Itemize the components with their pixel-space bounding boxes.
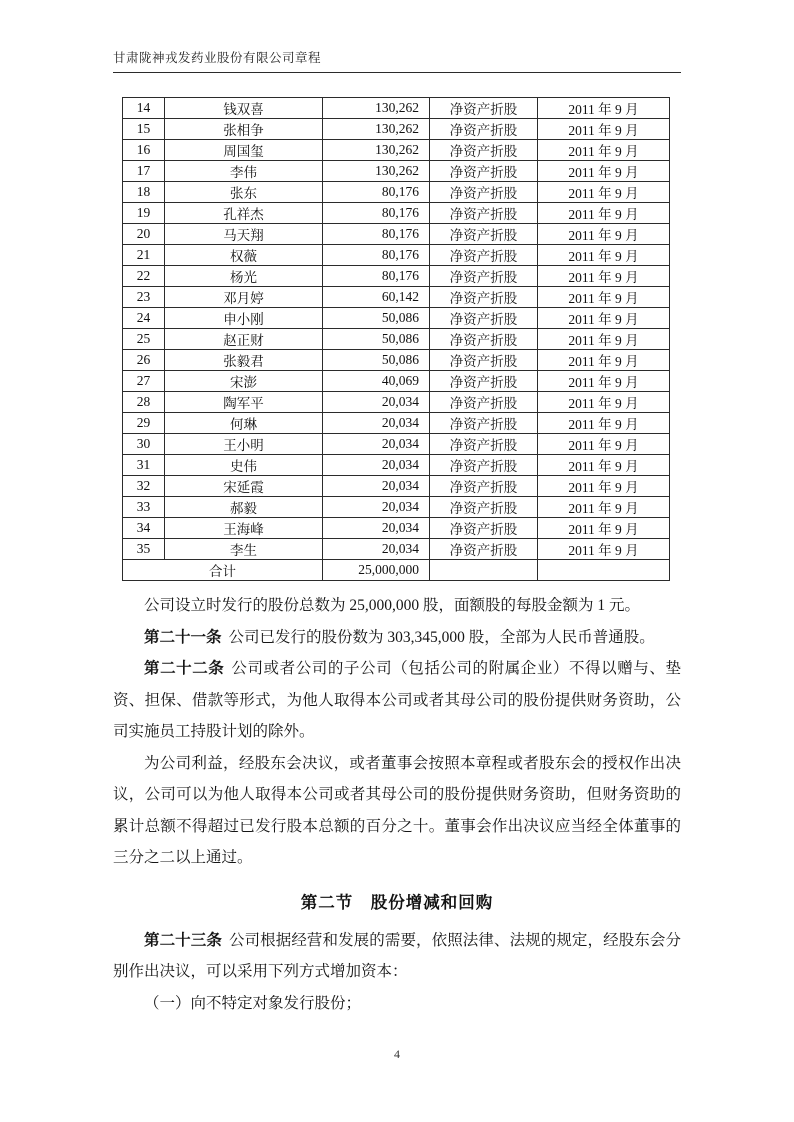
cell-method: 净资产折股 — [430, 245, 538, 266]
cell-shares: 60,142 — [323, 287, 430, 308]
cell-shares: 20,034 — [323, 497, 430, 518]
cell-method: 净资产折股 — [430, 224, 538, 245]
cell-no: 20 — [123, 224, 165, 245]
cell-method: 净资产折股 — [430, 182, 538, 203]
cell-name: 周国玺 — [165, 140, 323, 161]
cell-shares: 130,262 — [323, 119, 430, 140]
cell-date: 2011 年 9 月 — [538, 98, 670, 119]
cell-no: 24 — [123, 308, 165, 329]
cell-shares: 50,086 — [323, 308, 430, 329]
cell-no: 17 — [123, 161, 165, 182]
table-row — [123, 119, 670, 140]
body-text — [113, 590, 681, 1019]
article-23-text: 公司根据经营和发展的需要，依照法律、法规的规定，经股东会分别作出决议，可以采用下列方式增加资本： — [113, 931, 681, 980]
cell-date: 2011 年 9 月 — [538, 161, 670, 182]
cell-method: 净资产折股 — [430, 308, 538, 329]
cell-shares: 80,176 — [323, 203, 430, 224]
table-row — [123, 98, 670, 119]
cell-method: 净资产折股 — [430, 98, 538, 119]
cell-name: 史伟 — [165, 455, 323, 476]
cell-method: 净资产折股 — [430, 329, 538, 350]
cell-name: 郝毅 — [165, 497, 323, 518]
cell-no: 22 — [123, 266, 165, 287]
cell-date: 2011 年 9 月 — [538, 392, 670, 413]
cell-no: 15 — [123, 119, 165, 140]
cell-date: 2011 年 9 月 — [538, 203, 670, 224]
cell-name: 宋澎 — [165, 371, 323, 392]
cell-no: 27 — [123, 371, 165, 392]
cell-date: 2011 年 9 月 — [538, 476, 670, 497]
cell-shares: 20,034 — [323, 392, 430, 413]
cell-name: 权薇 — [165, 245, 323, 266]
cell-no: 21 — [123, 245, 165, 266]
cell-shares: 20,034 — [323, 434, 430, 455]
table-row — [123, 413, 670, 434]
list-item-1: （一）向不特定对象发行股份； — [144, 994, 362, 1012]
table-row — [123, 539, 670, 560]
table-row — [123, 392, 670, 413]
cell-method: 净资产折股 — [430, 371, 538, 392]
cell-name: 钱双喜 — [165, 98, 323, 119]
cell-name: 孔祥杰 — [165, 203, 323, 224]
cell-method: 净资产折股 — [430, 497, 538, 518]
cell-shares: 80,176 — [323, 266, 430, 287]
cell-method: 净资产折股 — [430, 350, 538, 371]
cell-total-label: 合计 — [123, 560, 323, 581]
cell-shares: 80,176 — [323, 224, 430, 245]
table-row — [123, 140, 670, 161]
paragraph-financial-assistance: 为公司利益，经股东会决议，或者董事会按照本章程或者股东会的授权作出决议，公司可以为他人取得本公司或者其母公司的股份提供财务资助，但财务资助的累计总额不得超过已发行股本总额的百分之十。董事会作出决议应当经全体董事的三分之二以上通过。 — [113, 754, 681, 866]
shareholder-table-body — [123, 98, 670, 581]
article-21-label: 第二十一条 — [144, 628, 222, 646]
cell-name: 邓月婷 — [165, 287, 323, 308]
page-header — [113, 48, 681, 73]
cell-shares: 40,069 — [323, 371, 430, 392]
paragraph-article-21 — [113, 622, 681, 654]
cell-date: 2011 年 9 月 — [538, 140, 670, 161]
cell-date: 2011 年 9 月 — [538, 329, 670, 350]
table-row — [123, 287, 670, 308]
page-number: 4 — [394, 1047, 400, 1061]
cell-name: 马天翔 — [165, 224, 323, 245]
cell-name: 申小刚 — [165, 308, 323, 329]
shareholder-table — [122, 97, 670, 581]
cell-method: 净资产折股 — [430, 287, 538, 308]
cell-no: 14 — [123, 98, 165, 119]
cell-no: 16 — [123, 140, 165, 161]
section-heading: 第二节 股份增减和回购 — [300, 892, 494, 912]
cell-no: 32 — [123, 476, 165, 497]
cell-date: 2011 年 9 月 — [538, 245, 670, 266]
table-row — [123, 476, 670, 497]
cell-method: 净资产折股 — [430, 413, 538, 434]
cell-name: 王小明 — [165, 434, 323, 455]
cell-date: 2011 年 9 月 — [538, 455, 670, 476]
table-row — [123, 182, 670, 203]
cell-empty — [430, 560, 538, 581]
paragraph-setup-shares: 公司设立时发行的股份总数为 25,000,000 股，面额股的每股金额为 1 元。 — [144, 597, 641, 614]
cell-date: 2011 年 9 月 — [538, 371, 670, 392]
cell-no: 34 — [123, 518, 165, 539]
cell-date: 2011 年 9 月 — [538, 224, 670, 245]
cell-shares: 130,262 — [323, 161, 430, 182]
table-row — [123, 497, 670, 518]
cell-date: 2011 年 9 月 — [538, 308, 670, 329]
cell-name: 陶军平 — [165, 392, 323, 413]
article-23-label: 第二十三条 — [144, 931, 222, 949]
cell-name: 李生 — [165, 539, 323, 560]
cell-no: 28 — [123, 392, 165, 413]
cell-method: 净资产折股 — [430, 140, 538, 161]
table-row — [123, 518, 670, 539]
cell-shares: 50,086 — [323, 329, 430, 350]
cell-date: 2011 年 9 月 — [538, 434, 670, 455]
article-22-label: 第二十二条 — [144, 660, 225, 677]
cell-no: 26 — [123, 350, 165, 371]
cell-shares: 130,262 — [323, 98, 430, 119]
cell-no: 23 — [123, 287, 165, 308]
cell-date: 2011 年 9 月 — [538, 119, 670, 140]
table-row — [123, 371, 670, 392]
table-row — [123, 455, 670, 476]
table-row — [123, 434, 670, 455]
table-row — [123, 350, 670, 371]
cell-method: 净资产折股 — [430, 392, 538, 413]
cell-no: 30 — [123, 434, 165, 455]
cell-shares: 80,176 — [323, 182, 430, 203]
table-row — [123, 245, 670, 266]
cell-date: 2011 年 9 月 — [538, 350, 670, 371]
cell-shares: 20,034 — [323, 413, 430, 434]
cell-shares: 50,086 — [323, 350, 430, 371]
cell-method: 净资产折股 — [430, 476, 538, 497]
table-row — [123, 266, 670, 287]
table-row — [123, 308, 670, 329]
cell-shares: 130,262 — [323, 140, 430, 161]
table-row — [123, 224, 670, 245]
cell-date: 2011 年 9 月 — [538, 539, 670, 560]
cell-name: 王海峰 — [165, 518, 323, 539]
cell-method: 净资产折股 — [430, 455, 538, 476]
cell-method: 净资产折股 — [430, 539, 538, 560]
article-21-text: 公司已发行的股份数为 303,345,000 股，全部为人民币普通股。 — [228, 628, 655, 646]
cell-date: 2011 年 9 月 — [538, 182, 670, 203]
cell-method: 净资产折股 — [430, 518, 538, 539]
cell-no: 33 — [123, 497, 165, 518]
cell-no: 29 — [123, 413, 165, 434]
cell-name: 赵正财 — [165, 329, 323, 350]
cell-name: 宋延霞 — [165, 476, 323, 497]
table-row — [123, 161, 670, 182]
cell-method: 净资产折股 — [430, 266, 538, 287]
cell-name: 张毅君 — [165, 350, 323, 371]
cell-total-shares: 25,000,000 — [323, 560, 430, 581]
cell-name: 李伟 — [165, 161, 323, 182]
cell-name: 何琳 — [165, 413, 323, 434]
cell-no: 35 — [123, 539, 165, 560]
cell-empty — [538, 560, 670, 581]
cell-date: 2011 年 9 月 — [538, 518, 670, 539]
paragraph-article-23 — [113, 925, 681, 988]
table-row — [123, 329, 670, 350]
cell-shares: 20,034 — [323, 518, 430, 539]
cell-date: 2011 年 9 月 — [538, 287, 670, 308]
cell-method: 净资产折股 — [430, 203, 538, 224]
cell-date: 2011 年 9 月 — [538, 413, 670, 434]
cell-date: 2011 年 9 月 — [538, 266, 670, 287]
cell-no: 18 — [123, 182, 165, 203]
cell-name: 张相争 — [165, 119, 323, 140]
cell-date: 2011 年 9 月 — [538, 497, 670, 518]
cell-shares: 20,034 — [323, 539, 430, 560]
cell-no: 31 — [123, 455, 165, 476]
cell-shares: 80,176 — [323, 245, 430, 266]
cell-no: 19 — [123, 203, 165, 224]
cell-method: 净资产折股 — [430, 161, 538, 182]
table-row — [123, 203, 670, 224]
table-total-row — [123, 560, 670, 581]
cell-shares: 20,034 — [323, 476, 430, 497]
paragraph-article-22 — [113, 653, 681, 748]
cell-name: 杨光 — [165, 266, 323, 287]
article-22-text: 公司或者公司的子公司（包括公司的附属企业）不得以赠与、垫资、担保、借款等形式，为他人取得本公司或者其母公司的股份提供财务资助，公司实施员工持股计划的除外。 — [113, 660, 681, 740]
header-title: 甘肃陇神戎发药业股份有限公司章程 — [113, 51, 322, 65]
cell-method: 净资产折股 — [430, 434, 538, 455]
cell-no: 25 — [123, 329, 165, 350]
page-content — [113, 97, 681, 1019]
cell-name: 张东 — [165, 182, 323, 203]
cell-method: 净资产折股 — [430, 119, 538, 140]
cell-shares: 20,034 — [323, 455, 430, 476]
